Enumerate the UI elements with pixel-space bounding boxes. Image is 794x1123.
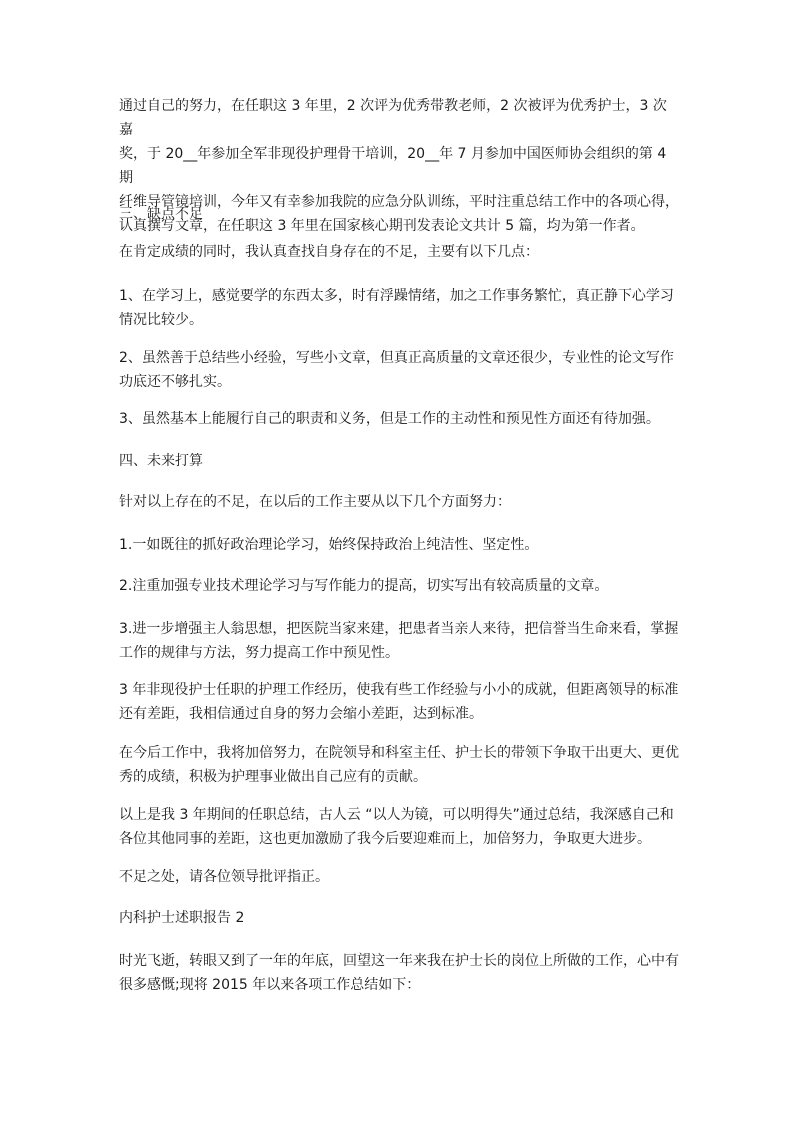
paragraph-achievements: 通过自己的努力，在任职这 3 年里，2 次评为优秀带教老师，2 次被评为优秀护士，3 次嘉 奖，于 20__年参加全军非现役护理骨干培训，20__年 7 月参加中国医师协会组织的第 4 期 纤维导管镜培训，今年又有幸参加我院的应急分队训练，平时注重总结工作中的各项心得， 认真撰写文章，在任职这 3 年里在国家核心期刊发表论文共计 5 篇，均为第一作者。 bbox=[119, 98, 679, 234]
paragraph-shortcomings-intro: 在肯定成绩的同时，我认真查找自身存在的不足，主要有以下几点： bbox=[119, 244, 539, 260]
paragraph-shortcoming-3: 3、虽然基本上能履行自己的职责和义务，但是工作的主动性和预见性方面还有待加强。 bbox=[119, 411, 660, 427]
paragraph-summary: 以上是我 3 年期间的任职总结，古人云 “以人为镜，可以明得失”通过总结，我深感自己和 各位其他同事的差距，这也更加激励了我今后要迎难而上，加倍努力，争取更大进步。 bbox=[119, 807, 674, 847]
paragraph-shortcoming-2: 2、虽然善于总结些小经验，写些小文章，但真正高质量的文章还很少，专业性的论文写作 功底还不够扎实。 bbox=[119, 350, 674, 390]
paragraph-report-2-intro: 时光飞逝，转眼又到了一年的年底，回望这一年来我在护士长的岗位上所做的工作，心中有 很多感慨;现将 2015 年以来各项工作总结如下： bbox=[119, 953, 679, 993]
paragraph-plan-1: 1.一如既往的抓好政治理论学习，始终保持政治上纯洁性、坚定性。 bbox=[119, 537, 539, 553]
paragraph-shortcoming-1: 1、在学习上，感觉要学的东西太多，时有浮躁情绪，加之工作事务繁忙，真正静下心学习 情况比较少。 bbox=[119, 288, 674, 328]
paragraph-plan-3: 3.进一步增强主人翁思想，把医院当家来建，把患者当亲人来待，把信誉当生命来看，掌握 工作的规律与方法，努力提高工作中预见性。 bbox=[119, 621, 679, 661]
report-title-2: 内科护士述职报告 2 bbox=[119, 910, 245, 926]
paragraph-future-work: 在今后工作中，我将加倍努力，在院领导和科室主任、护士长的带领下争取干出更大、更优 秀的成绩，积极为护理事业做出自己应有的贡献。 bbox=[119, 745, 679, 785]
paragraph-plan-2: 2.注重加强专业技术理论学习与写作能力的提高，切实写出有较高质量的文章。 bbox=[119, 578, 609, 594]
paragraph-plans-intro: 针对以上存在的不足，在以后的工作主要从以下几个方面努力： bbox=[119, 494, 511, 510]
paragraph-closing: 不足之处，请各位领导批评指正。 bbox=[119, 869, 329, 885]
section-heading-shortcomings: 三、缺点不足 bbox=[119, 206, 203, 222]
paragraph-experience: 3 年非现役护士任职的护理工作经历，使我有些工作经验与小小的成就，但距离领导的标准 还有差距，我相信通过自身的努力会缩小差距，达到标准。 bbox=[119, 682, 679, 722]
section-heading-future-plans: 四、未来打算 bbox=[119, 453, 203, 469]
